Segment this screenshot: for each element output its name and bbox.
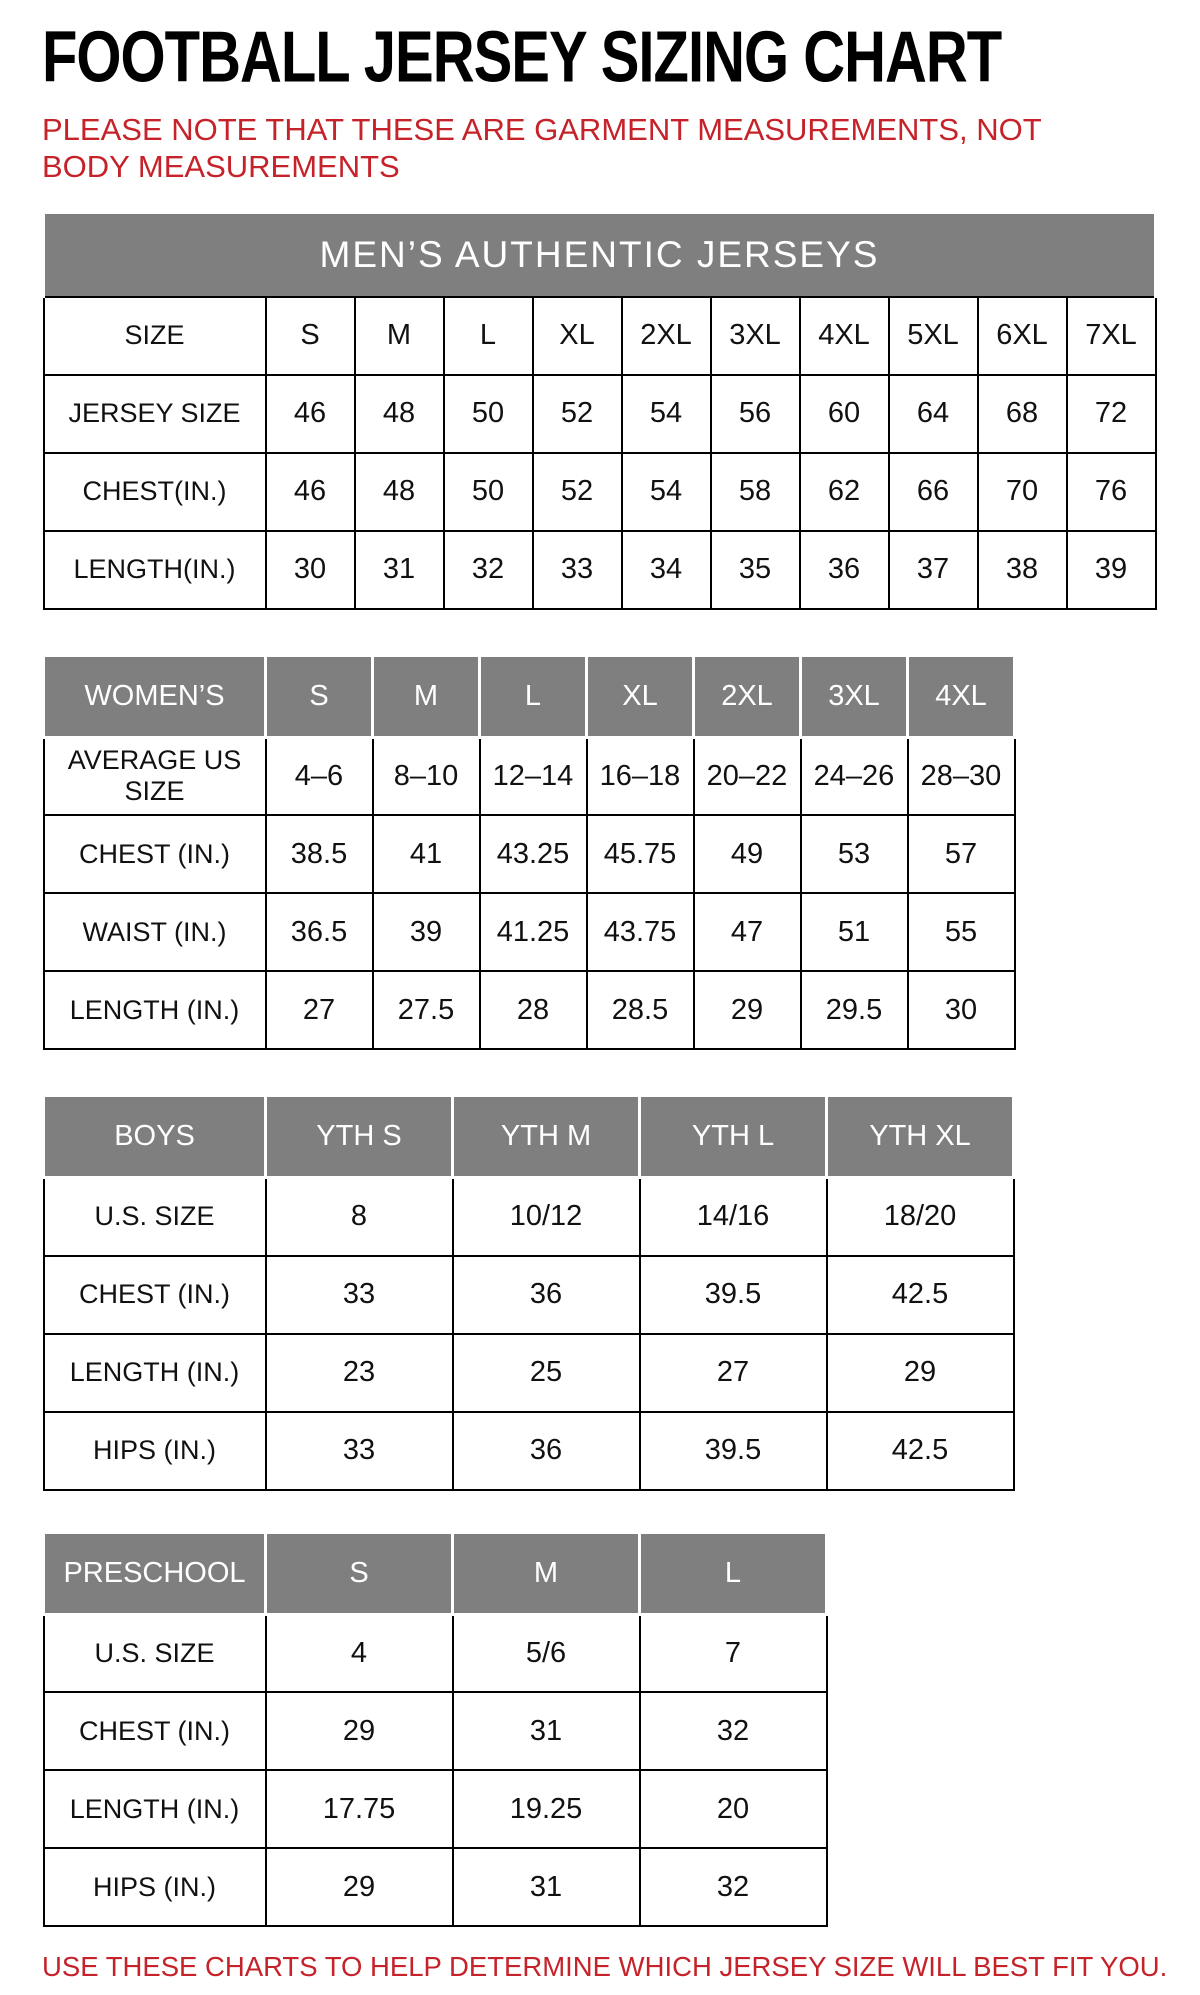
value-cell: 19.25: [453, 1770, 640, 1848]
value-cell: 60: [800, 375, 889, 453]
table-row: [44, 453, 1156, 531]
table-row: [44, 737, 1015, 815]
value-cell: 50: [444, 375, 533, 453]
value-cell: 33: [533, 531, 622, 609]
value-cell: 18/20: [827, 1178, 1014, 1256]
table-row: [44, 1412, 1014, 1490]
value-cell: 32: [640, 1692, 827, 1770]
boys-table: [42, 1094, 1015, 1491]
value-cell: 33: [266, 1256, 453, 1334]
page-title: [42, 17, 1160, 98]
value-cell: 42.5: [827, 1412, 1014, 1490]
preschool-table: [42, 1531, 828, 1928]
womens-header-row: [44, 655, 1015, 737]
value-cell: 24–26: [801, 737, 908, 815]
value-cell: 41: [373, 815, 480, 893]
row-label-cell: U.S. SIZE: [44, 1614, 266, 1692]
size-header-cell: YTH XL: [827, 1096, 1014, 1178]
size-header-cell: 4XL: [908, 655, 1015, 737]
table-row: [44, 971, 1015, 1049]
table-title-cell: BOYS: [44, 1096, 266, 1178]
size-header-cell: M: [373, 655, 480, 737]
value-cell: 27: [640, 1334, 827, 1412]
value-cell: 39.5: [640, 1412, 827, 1490]
value-cell: S: [266, 297, 355, 375]
value-cell: 33: [266, 1412, 453, 1490]
size-header-cell: YTH M: [453, 1096, 640, 1178]
row-label-cell: SIZE: [44, 297, 266, 375]
womens-table-body: [44, 737, 1015, 1049]
table-row: [44, 893, 1015, 971]
value-cell: 52: [533, 375, 622, 453]
size-header-cell: M: [453, 1532, 640, 1614]
row-label-cell: LENGTH (IN.): [44, 1334, 266, 1412]
value-cell: 31: [355, 531, 444, 609]
value-cell: 5/6: [453, 1614, 640, 1692]
value-cell: 4: [266, 1614, 453, 1692]
table-row: [44, 1848, 827, 1926]
value-cell: 28: [480, 971, 587, 1049]
value-cell: 36.5: [266, 893, 373, 971]
fit-advice-note: USE THESE CHARTS TO HELP DETERMINE WHICH JERSEY SIZE WILL BEST FIT YOU.: [42, 1951, 1168, 1983]
value-cell: 16–18: [587, 737, 694, 815]
value-cell: 17.75: [266, 1770, 453, 1848]
value-cell: 62: [800, 453, 889, 531]
row-label-cell: JERSEY SIZE: [44, 375, 266, 453]
value-cell: 7: [640, 1614, 827, 1692]
value-cell: 39: [1067, 531, 1156, 609]
value-cell: 23: [266, 1334, 453, 1412]
table-row: [44, 1614, 827, 1692]
value-cell: 14/16: [640, 1178, 827, 1256]
value-cell: 76: [1067, 453, 1156, 531]
table-row: [44, 531, 1156, 609]
boys-table-body: [44, 1178, 1014, 1490]
row-label-cell: HIPS (IN.): [44, 1848, 266, 1926]
value-cell: 29: [827, 1334, 1014, 1412]
table-row: [44, 1256, 1014, 1334]
value-cell: 46: [266, 375, 355, 453]
row-label-cell: WAIST (IN.): [44, 893, 266, 971]
value-cell: 2XL: [622, 297, 711, 375]
table-row: [44, 1334, 1014, 1412]
row-label-cell: LENGTH(IN.): [44, 531, 266, 609]
value-cell: 30: [266, 531, 355, 609]
value-cell: 49: [694, 815, 801, 893]
value-cell: 36: [453, 1412, 640, 1490]
value-cell: XL: [533, 297, 622, 375]
value-cell: 41.25: [480, 893, 587, 971]
row-label-cell: LENGTH (IN.): [44, 1770, 266, 1848]
value-cell: 29.5: [801, 971, 908, 1049]
value-cell: 8: [266, 1178, 453, 1256]
size-header-cell: YTH S: [266, 1096, 453, 1178]
table-row: [44, 1770, 827, 1848]
value-cell: 5XL: [889, 297, 978, 375]
value-cell: 72: [1067, 375, 1156, 453]
table-row: [44, 297, 1156, 375]
womens-table: [42, 654, 1016, 1051]
size-header-cell: S: [266, 655, 373, 737]
value-cell: 47: [694, 893, 801, 971]
value-cell: 20: [640, 1770, 827, 1848]
value-cell: 37: [889, 531, 978, 609]
boys-header-row: [44, 1096, 1014, 1178]
value-cell: 39.5: [640, 1256, 827, 1334]
value-cell: 46: [266, 453, 355, 531]
value-cell: 48: [355, 453, 444, 531]
row-label-cell: CHEST (IN.): [44, 1692, 266, 1770]
mens-table-title: MEN’S AUTHENTIC JERSEYS: [44, 213, 1156, 297]
row-label-cell: HIPS (IN.): [44, 1412, 266, 1490]
value-cell: M: [355, 297, 444, 375]
preschool-table-body: [44, 1614, 827, 1926]
row-label-cell: CHEST(IN.): [44, 453, 266, 531]
value-cell: 34: [622, 531, 711, 609]
row-label-cell: CHEST (IN.): [44, 815, 266, 893]
value-cell: 32: [444, 531, 533, 609]
value-cell: 38: [978, 531, 1067, 609]
value-cell: 58: [711, 453, 800, 531]
value-cell: 27: [266, 971, 373, 1049]
value-cell: 52: [533, 453, 622, 531]
value-cell: 66: [889, 453, 978, 531]
value-cell: 51: [801, 893, 908, 971]
mens-authentic-jerseys-table: [42, 211, 1157, 610]
value-cell: 4–6: [266, 737, 373, 815]
value-cell: 53: [801, 815, 908, 893]
value-cell: 36: [453, 1256, 640, 1334]
table-title-cell: PRESCHOOL: [44, 1532, 266, 1614]
value-cell: 50: [444, 453, 533, 531]
value-cell: 10/12: [453, 1178, 640, 1256]
value-cell: 31: [453, 1848, 640, 1926]
value-cell: 43.25: [480, 815, 587, 893]
table-title-cell: WOMEN’S: [44, 655, 266, 737]
value-cell: 3XL: [711, 297, 800, 375]
row-label-cell: AVERAGE US SIZE: [44, 737, 266, 815]
row-label-cell: LENGTH (IN.): [44, 971, 266, 1049]
table-row: [44, 1692, 827, 1770]
table-row: [44, 1178, 1014, 1256]
value-cell: 68: [978, 375, 1067, 453]
value-cell: 29: [694, 971, 801, 1049]
page-title-text: FOOTBALL JERSEY SIZING CHART: [42, 17, 1002, 98]
value-cell: 45.75: [587, 815, 694, 893]
value-cell: L: [444, 297, 533, 375]
value-cell: 20–22: [694, 737, 801, 815]
value-cell: 70: [978, 453, 1067, 531]
value-cell: 56: [711, 375, 800, 453]
value-cell: 29: [266, 1848, 453, 1926]
row-label-cell: CHEST (IN.): [44, 1256, 266, 1334]
value-cell: 42.5: [827, 1256, 1014, 1334]
value-cell: 12–14: [480, 737, 587, 815]
value-cell: 35: [711, 531, 800, 609]
value-cell: 43.75: [587, 893, 694, 971]
value-cell: 32: [640, 1848, 827, 1926]
value-cell: 54: [622, 453, 711, 531]
size-header-cell: 3XL: [801, 655, 908, 737]
garment-measurements-note: PLEASE NOTE THAT THESE ARE GARMENT MEASUREMENTS, NOT BODY MEASUREMENTS: [42, 112, 1042, 184]
size-header-cell: L: [640, 1532, 827, 1614]
value-cell: 38.5: [266, 815, 373, 893]
table-row: [44, 815, 1015, 893]
value-cell: 6XL: [978, 297, 1067, 375]
row-label-cell: U.S. SIZE: [44, 1178, 266, 1256]
value-cell: 31: [453, 1692, 640, 1770]
value-cell: 64: [889, 375, 978, 453]
size-header-cell: S: [266, 1532, 453, 1614]
table-row: [44, 375, 1156, 453]
value-cell: 4XL: [800, 297, 889, 375]
value-cell: 57: [908, 815, 1015, 893]
size-header-cell: YTH L: [640, 1096, 827, 1178]
value-cell: 39: [373, 893, 480, 971]
mens-table-title-row: [44, 213, 1156, 297]
size-header-cell: 2XL: [694, 655, 801, 737]
value-cell: 55: [908, 893, 1015, 971]
value-cell: 25: [453, 1334, 640, 1412]
mens-table-body: [44, 297, 1156, 609]
value-cell: 54: [622, 375, 711, 453]
value-cell: 36: [800, 531, 889, 609]
value-cell: 27.5: [373, 971, 480, 1049]
value-cell: 7XL: [1067, 297, 1156, 375]
value-cell: 28–30: [908, 737, 1015, 815]
size-header-cell: L: [480, 655, 587, 737]
value-cell: 29: [266, 1692, 453, 1770]
preschool-header-row: [44, 1532, 827, 1614]
size-header-cell: XL: [587, 655, 694, 737]
value-cell: 48: [355, 375, 444, 453]
value-cell: 30: [908, 971, 1015, 1049]
value-cell: 28.5: [587, 971, 694, 1049]
value-cell: 8–10: [373, 737, 480, 815]
